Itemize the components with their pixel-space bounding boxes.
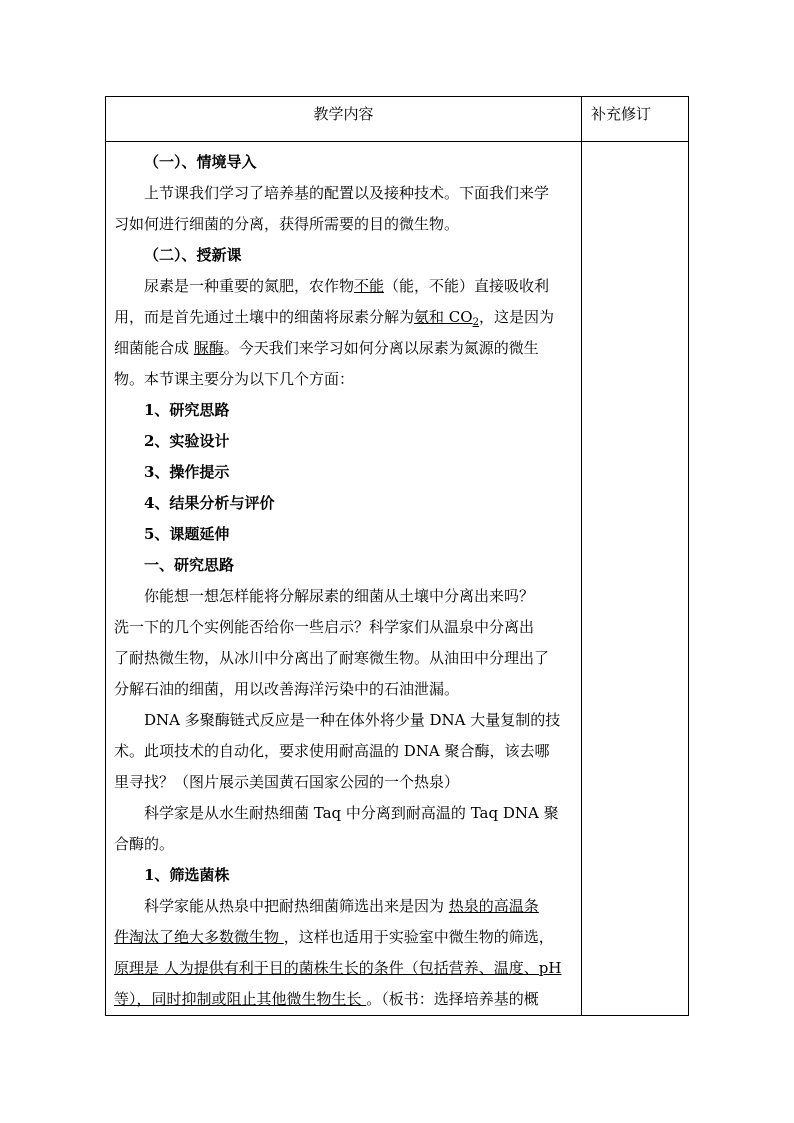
paragraph-line (114, 736, 576, 767)
section-heading (114, 147, 576, 178)
paragraph-line (114, 333, 576, 364)
text-run: （能，不能）直接吸收利 (384, 277, 550, 295)
text-run: 了耐热微生物，从冰川中分离出了耐寒微生物。从油田中分理出了 (114, 649, 550, 667)
text-run: DNA 多聚酶链式反应是一种在体外将少量 DNA 大量复制的技 (144, 711, 561, 729)
paragraph-line (114, 643, 576, 674)
text-run: （一）、情境导入 (144, 153, 257, 171)
text-run: 4、结果分析与评价 (144, 494, 275, 512)
lesson-table (105, 96, 689, 1016)
header-divider (106, 141, 688, 142)
text-run: 。今天我们来学习如何分离以尿素为氮源的微生 (223, 339, 539, 357)
text-run: 1、筛选菌株 (144, 866, 230, 884)
paragraph-line (114, 891, 576, 922)
teaching-content-body (114, 147, 576, 1015)
fill-in-answer: 热泉的高温条 (448, 897, 539, 915)
section-heading (114, 488, 576, 519)
text-run: 3、操作提示 (144, 463, 230, 481)
text-run: 5、课题延伸 (144, 525, 230, 543)
fill-in-answer: 氨和 CO (414, 308, 473, 326)
text-run: 细菌能合成 (114, 339, 194, 357)
paragraph-line (114, 209, 576, 240)
text-run: 一、研究思路 (144, 556, 235, 574)
paragraph-line (114, 612, 576, 643)
paragraph-line (114, 798, 576, 829)
section-heading (114, 860, 576, 891)
section-heading (114, 519, 576, 550)
section-heading (114, 550, 576, 581)
text-run: 习如何进行细菌的分离，获得所需要的目的微生物。 (114, 215, 460, 233)
section-heading (114, 457, 576, 488)
paragraph-line (114, 674, 576, 705)
header-revisions: 补充修订 (591, 105, 652, 123)
text-run: 术。此项技术的自动化，要求使用耐高温的 DNA 聚合酶，该去哪 (114, 742, 550, 760)
paragraph-line (114, 302, 576, 333)
text-run: 洗一下的几个实例能否给你一些启示？科学家们从温泉中分离出 (114, 618, 535, 636)
header-teaching-content: 教学内容 (313, 105, 374, 123)
paragraph-line (114, 829, 576, 860)
text-run: ，这是因为 (478, 308, 554, 326)
section-heading (114, 240, 576, 271)
paragraph-line (114, 705, 576, 736)
text-run: 上节课我们学习了培养基的配置以及接种技术。下面我们来学 (144, 184, 550, 202)
text-run: 科学家能从热泉中把耐热细菌筛选出来是因为 (144, 897, 449, 915)
text-run: 2、实验设计 (144, 432, 230, 450)
text-run: 。（板书：选择培养基的概 (366, 990, 539, 1008)
column-divider (581, 97, 582, 1015)
paragraph-line (114, 271, 576, 302)
fill-in-answer: 脲酶 (193, 339, 224, 357)
section-heading (114, 426, 576, 457)
text-run: 尿素是一种重要的氮肥，农作物 (144, 277, 355, 295)
fill-in-answer: 等），同时抑制或阻止其他微生物生长 (114, 990, 367, 1008)
paragraph-line (114, 364, 576, 395)
fill-in-answer: 原理是 (114, 959, 164, 977)
text-run: ，这样也适用于实验室中微生物的筛选， (283, 928, 554, 946)
text-run: 物。本节课主要分为以下几个方面： (114, 370, 355, 388)
text-run: 用，而是首先通过土壤中的细菌将尿素分解为 (114, 308, 415, 326)
paragraph-line (114, 984, 576, 1015)
fill-in-answer: 2 (472, 317, 479, 328)
text-run: 里寻找？（图片展示美国黄石国家公园的一个热泉） (114, 773, 460, 791)
paragraph-line (114, 953, 576, 984)
paragraph-line (114, 767, 576, 798)
text-run: 科学家是从水生耐热细菌 Taq 中分离到耐高温的 Taq DNA 聚 (144, 804, 559, 822)
text-run: 分解石油的细菌，用以改善海洋污染中的石油泄漏。 (114, 680, 460, 698)
text-run: （二）、授新课 (144, 246, 242, 264)
fill-in-answer: 件淘汰了绝大多数微生物 (114, 928, 284, 946)
paragraph-line (114, 922, 576, 953)
text-run: 1、研究思路 (144, 401, 230, 419)
paragraph-line (114, 581, 576, 612)
paragraph-line (114, 178, 576, 209)
fill-in-answer: 不能 (354, 277, 385, 295)
section-heading (114, 395, 576, 426)
fill-in-answer: 人为提供有利于目的菌株生长的条件（包括营养、温度、pH (163, 959, 562, 977)
text-run: 你能想一想怎样能将分解尿素的细菌从土壤中分离出来吗？ (144, 587, 535, 605)
text-run: 合酶的。 (114, 835, 175, 853)
